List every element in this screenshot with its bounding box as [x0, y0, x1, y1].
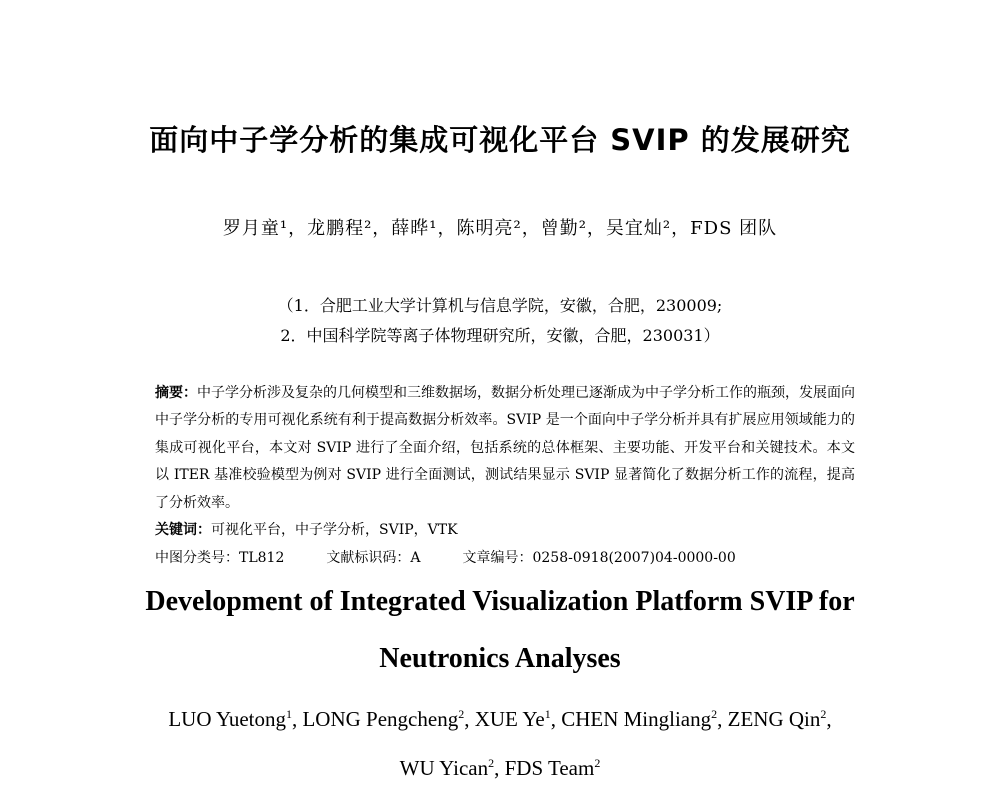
- author-affiliation-mark: 1: [285, 707, 292, 721]
- author-name: ZENG Qin: [727, 707, 821, 731]
- chinese-authors: 罗月童¹，龙鹏程²，薛晔¹，陈明亮²，曾勤²，吴宜灿²，FDS 团队: [222, 218, 778, 239]
- keywords-text: 可视化平台，中子学分析，SVIP，VTK: [211, 522, 458, 538]
- abstract-label: 摘要：: [155, 385, 197, 401]
- author-affiliation-mark: 2: [458, 707, 465, 721]
- author-name: CHEN Mingliang: [561, 707, 712, 731]
- classification-line: [155, 547, 736, 567]
- author-affiliation-mark: 2: [488, 756, 495, 770]
- author-affiliation-mark: 2: [820, 707, 827, 721]
- author-name: LUO Yuetong: [168, 707, 286, 731]
- document-code: 文献标识码：A: [326, 550, 421, 566]
- abstract: [155, 380, 855, 517]
- english-author: [168, 707, 292, 731]
- english-title-line-2: Neutronics Analyses: [379, 643, 621, 674]
- author-name: FDS Team: [504, 756, 595, 780]
- clc-number: 中图分类号：TL812: [155, 550, 285, 566]
- english-author: [561, 707, 717, 731]
- keywords: [155, 519, 458, 539]
- english-author: [302, 707, 464, 731]
- author-name: XUE Ye: [474, 707, 545, 731]
- author-name: LONG Pengcheng: [302, 707, 459, 731]
- english-author: [728, 707, 827, 731]
- author-affiliation-mark: 1: [544, 707, 551, 721]
- author-name: WU Yican: [399, 756, 489, 780]
- english-title-line-1: Development of Integrated Visualization Platform SVIP for: [145, 586, 855, 617]
- abstract-text: 中子学分析涉及复杂的几何模型和三维数据场，数据分析处理已逐渐成为中子学分析工作的瓶颈，发展面向中子学分析的专用可视化系统有利于提高数据分析效率。SVIP 是一个面向中子学分析并具有扩展应用领域能力的集成可视化平台，本文对 SVIP 进行了全面介绍，包括系统的总体框架、主要功能、开发平台和关键技术。本文以 ITER 基准校验模型为例对 SVIP 进行全面测试，测试结果显示 SVIP 显著简化了数据分析工作的流程，提高了分析效率。: [155, 385, 855, 511]
- english-authors: LUO Yuetong$^1$, LONG Pengcheng$^2$, XUE Ye$^1$, CHEN Mingliang$^2$, ZENG Qin$^2$, WU Yican$^2$, FDS Team$^2$: [168, 707, 832, 780]
- author-affiliation-mark: 2: [711, 707, 718, 721]
- chinese-title: 面向中子学分析的集成可视化平台 SVIP 的发展研究: [149, 123, 851, 157]
- author-affiliation-mark: 2: [594, 756, 601, 770]
- english-author: [475, 707, 551, 731]
- keywords-label: 关键词：: [155, 522, 211, 538]
- affiliation-1: （1．合肥工业大学计算机与信息学院，安徽，合肥，230009;: [277, 296, 723, 315]
- article-number: 文章编号：0258-0918(2007)04-0000-00: [462, 550, 736, 566]
- affiliation-2: 2．中国科学院等离子体物理研究所，安徽，合肥，230031）: [280, 326, 720, 345]
